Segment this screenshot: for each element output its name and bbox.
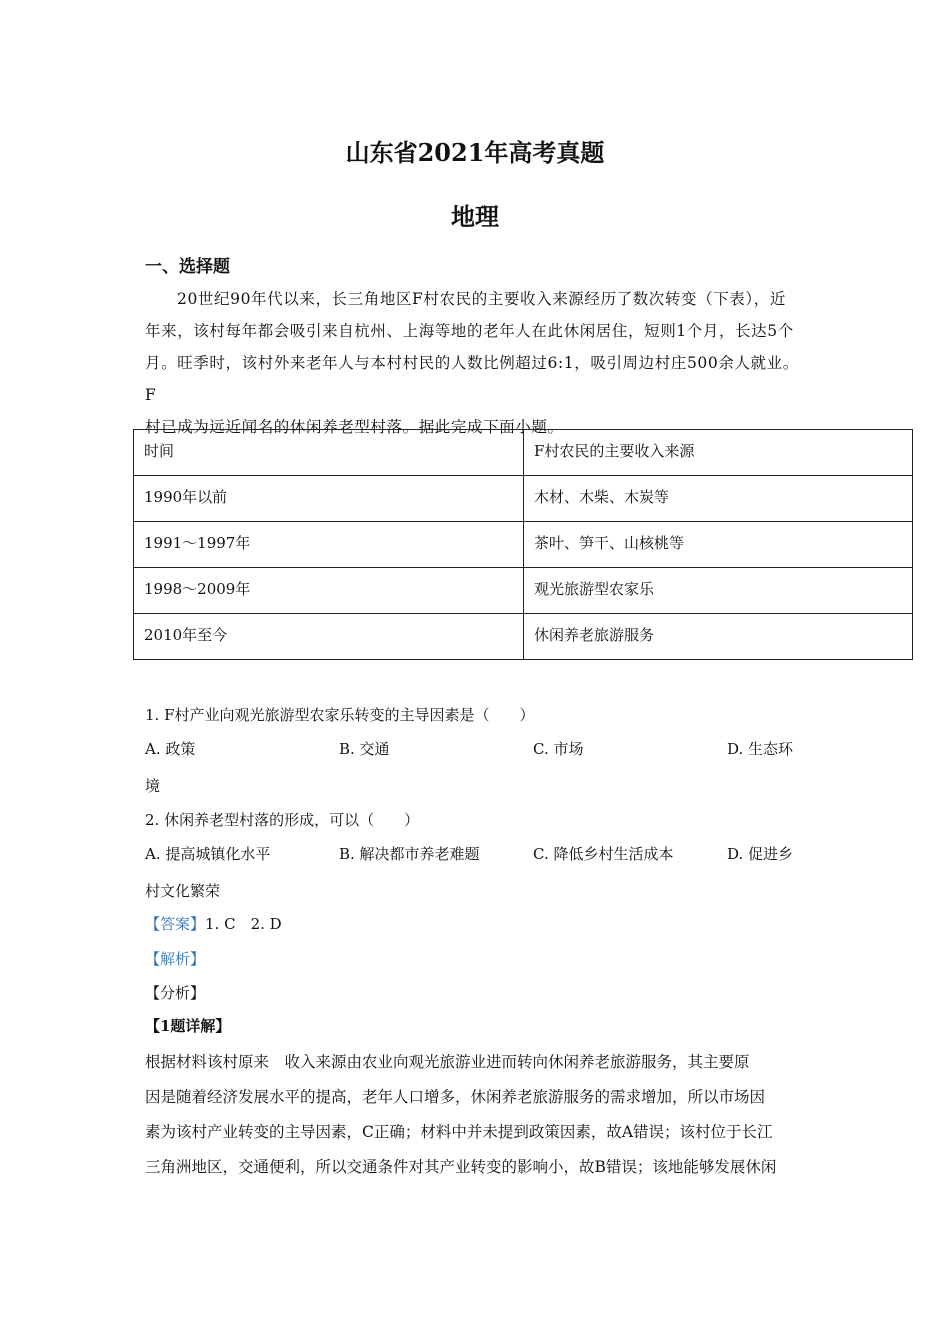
table-row — [134, 568, 913, 614]
analysis-label: 【解析】 — [145, 950, 206, 968]
income-source-table — [133, 429, 913, 660]
table-cell: 休闲养老旅游服务 — [524, 614, 913, 660]
question-2-option-c: C. 降低乡村生活成本 — [533, 845, 674, 863]
question-1-option-b: B. 交通 — [339, 740, 390, 758]
table-row — [134, 476, 913, 522]
table-cell: 茶叶、笋干、山核桃等 — [524, 522, 913, 568]
table-header: F村农民的主要收入来源 — [524, 430, 913, 476]
table-row — [134, 614, 913, 660]
subject-title: 地理 — [451, 202, 499, 231]
page-title: 山东省2021年高考真题 — [345, 138, 605, 167]
analysis-line: 因是随着经济发展水平的提高，老年人口增多，休闲养老旅游服务的需求增加，所以市场因 — [145, 1088, 766, 1106]
question-1-option-c: C. 市场 — [533, 740, 584, 758]
passage-line: 20世纪90年代以来，长三角地区F村农民的主要收入来源经历了数次转变（下表），近 — [177, 290, 786, 308]
analysis-line: 根据材料该村原来 收入来源由农业向观光旅游业进而转向休闲养老旅游服务，其主要原 — [145, 1053, 750, 1071]
passage — [145, 283, 810, 443]
question-1-option-a: A. 政策 — [145, 740, 196, 758]
question-2-option-d: D. 促进乡 — [727, 845, 794, 863]
table-header: 时间 — [134, 430, 524, 476]
question-2-option-a: A. 提高城镇化水平 — [145, 845, 271, 863]
table-cell: 1990年以前 — [134, 476, 524, 522]
section-heading: 一、选择题 — [145, 257, 230, 277]
table-cell: 1991～1997年 — [134, 522, 524, 568]
analysis-line: 三角洲地区，交通便利，所以交通条件对其产业转变的影响小，故B错误；该地能够发展休闲 — [145, 1158, 777, 1176]
passage-line: 月。旺季时，该村外来老年人与本村村民的人数比例超过6:1，吸引周边村庄500余人就业。F — [145, 354, 799, 404]
table-cell: 观光旅游型农家乐 — [524, 568, 913, 614]
question-2-option-b: B. 解决都市养老难题 — [339, 845, 480, 863]
table-cell: 2010年至今 — [134, 614, 524, 660]
table-cell: 木材、木柴、木炭等 — [524, 476, 913, 522]
question-2-stem: 2. 休闲养老型村落的形成，可以（ ） — [145, 811, 420, 829]
answer-line — [145, 913, 282, 934]
question-1-option-d: D. 生态环 — [727, 740, 794, 758]
passage-line: 村已成为远近闻名的休闲养老型村落。据此完成下面小题。 — [145, 418, 564, 436]
detail-label: 【1题详解】 — [145, 1017, 231, 1035]
table-row — [134, 522, 913, 568]
analysis-text — [145, 1045, 810, 1185]
analysis-line: 素为该村产业转变的主导因素，C正确；材料中并未提到政策因素，故A错误；该村位于长江 — [145, 1123, 773, 1141]
answer-value: 1. C 2. D — [205, 915, 282, 933]
question-1-option-d-wrap: 境 — [145, 777, 161, 795]
table-header-row — [134, 430, 913, 476]
passage-line: 年来，该村每年都会吸引来自杭州、上海等地的老年人在此休闲居住，短则1个月，长达5个 — [145, 322, 794, 340]
answer-label: 【答案】 — [145, 915, 206, 933]
table-cell: 1998～2009年 — [134, 568, 524, 614]
question-1-stem: 1. F村产业向观光旅游型农家乐转变的主导因素是（ ） — [145, 706, 535, 724]
fenxi-label: 【分析】 — [145, 984, 206, 1002]
question-2-option-d-wrap: 村文化繁荣 — [145, 882, 221, 900]
